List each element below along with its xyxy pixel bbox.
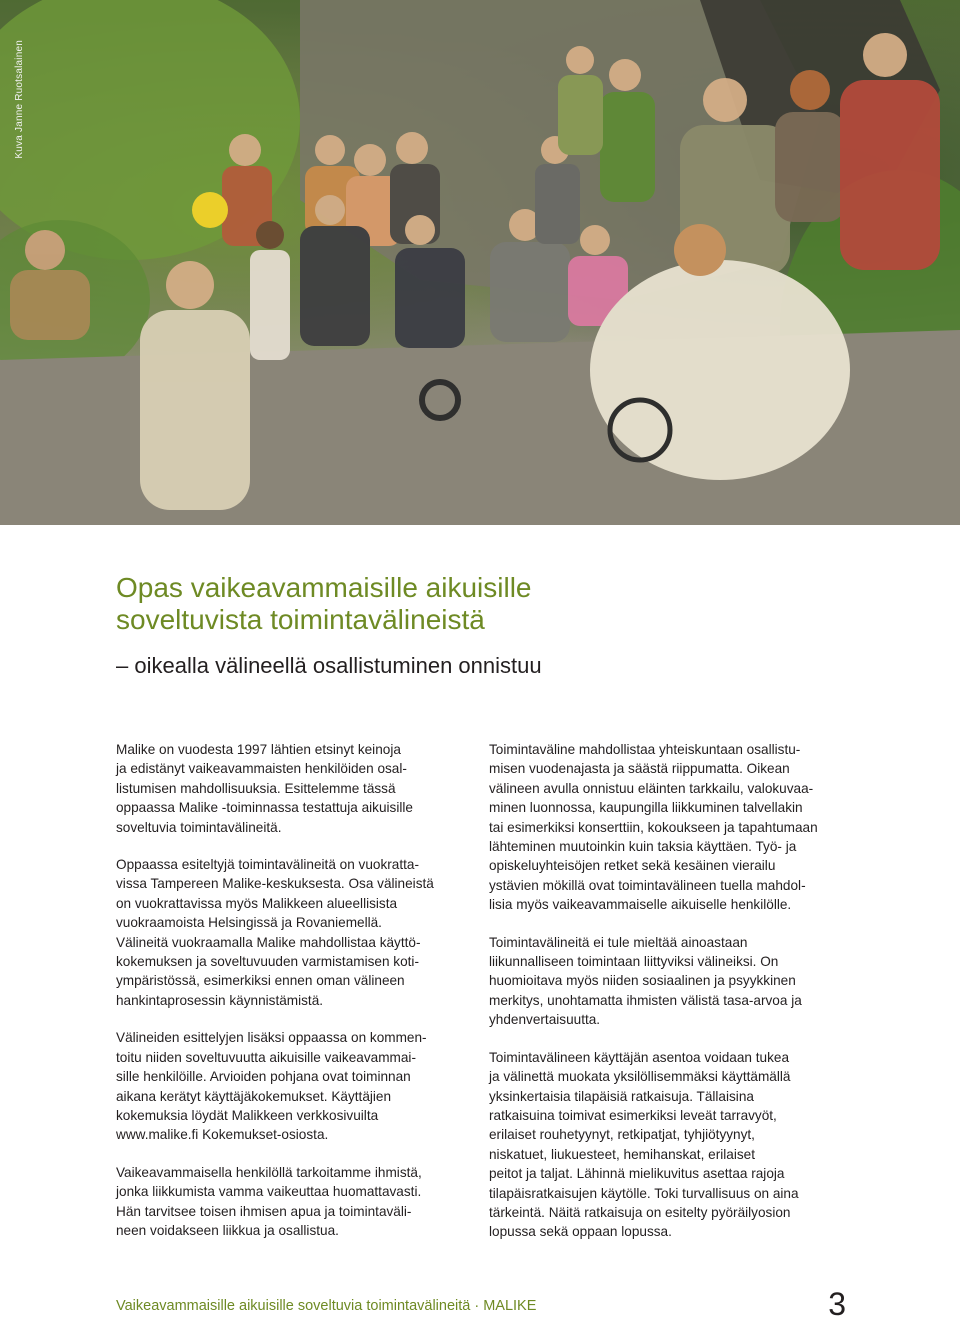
text-line: toitu niiden soveltuvuutta aikuisille vaikeavammai- [116,1049,416,1065]
text-line: sille henkilöille. Arvioiden pohjana ovat toiminnan [116,1069,411,1085]
text-line: ja edistänyt vaikeavammaisten henkilöiden osal- [116,761,407,777]
text-line: erilaiset rouhetyynyt, retkipatjat, tyhjiötyynyt, [489,1127,755,1143]
paragraph [116,1028,466,1144]
text-line: Oppaassa esiteltyjä toimintavälineitä on vuokratta- [116,857,419,873]
text-line: jonka liikkumista vamma vaikeuttaa huomattavasti. [116,1184,422,1200]
paragraph [489,740,849,915]
text-line: Toimintavälineen käyttäjän asentoa voidaan tukea [489,1049,790,1065]
text-line: hankintaprosessin käynnistämistä. [116,992,324,1008]
right-column [489,740,849,1260]
paragraph [116,740,466,837]
title-line-2: soveltuvista toimintavälineistä [116,604,485,635]
paragraph [489,1048,849,1242]
left-column [116,740,466,1258]
text-line: ja välinettä muokata yksilöllisemmäksi käyttämällä [489,1069,791,1085]
text-line: välineen avulla onnistuu eläinten tarkkailu, valokuvaa- [489,780,814,796]
text-line: ystävien mökillä ovat toimintavälineen tuella mahdol- [489,877,806,893]
page-subtitle: – oikealla välineellä osallistuminen onnistuu [116,653,542,678]
paragraph [489,933,849,1030]
text-line: lisia myös vaikeavammaiselle aikuiselle henkilölle. [489,897,792,913]
text-line: minen luonnossa, kaupungilla liikkuminen talvellakin [489,800,803,816]
text-line: peitot ja taljat. Lähinnä mielikuvitus asettaa rajoja [489,1166,785,1182]
text-line: merkitys, unohtamatta ihmisten välistä tasa-arvoa ja [489,992,802,1008]
text-line: on vuokrattavissa myös Malikkeen alueellisista [116,895,398,911]
text-line: Toimintavälineitä ei tule mieltää ainoastaan [489,934,748,950]
text-line: tärkeintä. Näitä ratkaisuja on esitelty pyöräilyosion [489,1204,791,1220]
text-line: misen vuodenajasta ja säästä riippumatta. Oikean [489,761,790,777]
text-line: niskatuet, liukuesteet, hemihanskat, erilaiset [489,1146,755,1162]
paragraph [116,855,466,1010]
footer-text: Vaikeavammaisille aikuisille soveltuvia toimintavälineitä · MALIKE [116,1298,537,1314]
text-line: kokemuksen ja soveltuvuuden varmistamisen koti- [116,954,419,970]
text-line: tilapäisratkaisujen käytölle. Toki turvallisuus on aina [489,1185,799,1201]
text-line: Välineiden esittelyjen lisäksi oppaassa on kommen- [116,1030,427,1046]
title-line-1: Opas vaikeavammaisille aikuisille [116,572,532,603]
text-line: listumisen mahdollisuuksia. Esittelemme tässä [116,780,396,796]
text-line: yhdenvertaisuutta. [489,1012,601,1028]
text-line: ympäristössä, esimerkiksi ennen oman välineen [116,973,405,989]
text-line: opiskeluyhteisöjen retket sekä kesäinen vierailu [489,858,776,874]
text-line: liikunnalliseen toimintaan liittyviksi välineiksi. On [489,954,779,970]
text-line: kokemuksia löydät Malikkeen verkkosivuilta [116,1107,379,1123]
text-line: aikana kerätyt käyttäjäkokemukset. Käyttäjien [116,1088,392,1104]
text-line: www.malike.fi Kokemukset-osiosta. [116,1127,329,1143]
photo-illustration [0,0,960,525]
text-line: tai esimerkiksi konserttiin, kokoukseen ja tapahtumaan [489,819,818,835]
text-line: yksinkertaisia tilapäisiä ratkaisuja. Tällaisina [489,1088,754,1104]
text-line: soveltuvia toimintavälineitä. [116,819,282,835]
text-line: lähteminen muutoinkin kuin taksia käyttäen. Työ- ja [489,839,797,855]
photo-credit: Kuva Janne Ruotsalainen [14,40,25,159]
text-line: lopussa sekä oppaan lopussa. [489,1224,672,1240]
text-line: Malike on vuodesta 1997 lähtien etsinyt keinoja [116,742,401,757]
cover-photo [0,0,960,525]
text-line: ratkaisuina toimivat esimerkiksi leveät tarravyöt, [489,1107,777,1123]
text-line: neen voidakseen liikkua ja osallistua. [116,1222,339,1238]
text-line: Hän tarvitsee toisen ihmisen apua ja toimintaväli- [116,1203,412,1219]
page-number: 3 [828,1286,846,1322]
text-line: Välineitä vuokraamalla Malike mahdollistaa käyttö- [116,934,421,950]
text-line: Vaikeavammaisella henkilöllä tarkoitamme ihmistä, [116,1164,422,1180]
text-line: vissa Tampereen Malike-keskuksesta. Osa välineistä [116,876,434,892]
page-title [116,572,816,636]
text-line: vuokraamoista Helsingissä ja Rovaniemellä. [116,915,382,931]
text-line: huomioitava myös niiden sosiaalinen ja psyykkinen [489,973,796,989]
paragraph [116,1163,466,1241]
text-line: oppaassa Malike -toiminnassa testattuja aikuisille [116,800,413,816]
text-line: Toimintaväline mahdollistaa yhteiskuntaan osallistu- [489,742,801,757]
